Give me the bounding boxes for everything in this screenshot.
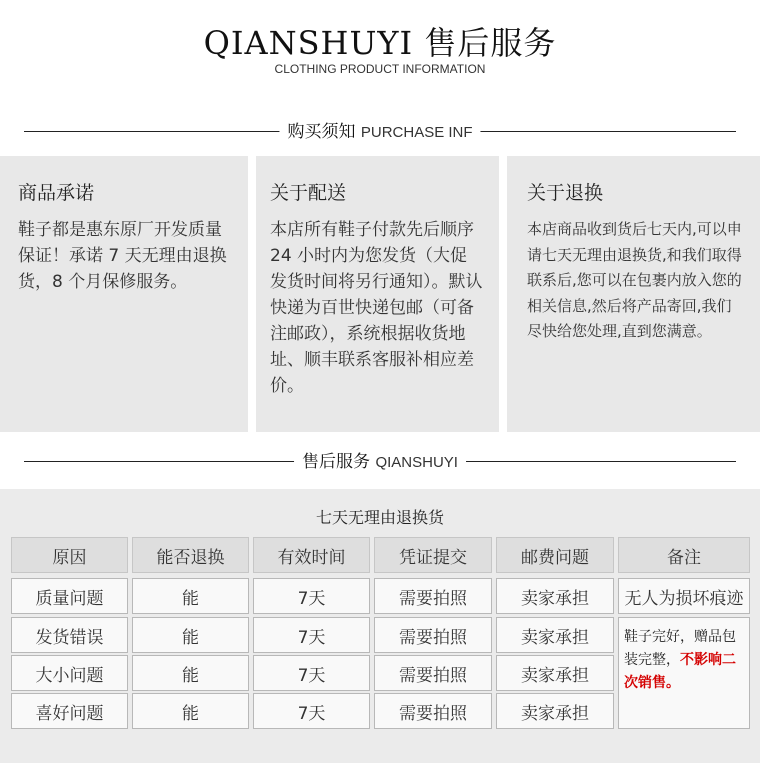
table-cell-reason: 质量问题 bbox=[11, 578, 128, 614]
table-cell-note: 无人为损坏痕迹 bbox=[618, 578, 750, 614]
card-title: 商品承诺 bbox=[18, 182, 95, 204]
table-cell: 能 bbox=[132, 578, 249, 614]
table-cell: 需要拍照 bbox=[374, 693, 492, 729]
note-text bbox=[624, 626, 745, 695]
table-cell: 能 bbox=[132, 693, 249, 729]
page-title: QIANSHUYI 售后服务 bbox=[203, 24, 557, 62]
table-cell: 卖家承担 bbox=[496, 655, 614, 691]
table-header-cell: 备注 bbox=[618, 537, 750, 573]
card-delivery bbox=[256, 156, 499, 432]
table-cell: 需要拍照 bbox=[374, 617, 492, 653]
section-divider-aftersales bbox=[24, 450, 736, 474]
table-header-cell: 原因 bbox=[11, 537, 128, 573]
table-header-cell: 凭证提交 bbox=[374, 537, 492, 573]
table-cell-merged-note bbox=[618, 617, 750, 729]
card-product-promise bbox=[0, 156, 248, 432]
card-returns bbox=[507, 156, 760, 432]
table-cell: 需要拍照 bbox=[374, 578, 492, 614]
card-title: 关于配送 bbox=[270, 182, 347, 204]
table-cell: 卖家承担 bbox=[496, 693, 614, 729]
table-header-cell: 能否退换 bbox=[132, 537, 249, 573]
table-cell-reason: 大小问题 bbox=[11, 655, 128, 691]
table-cell: 7天 bbox=[253, 617, 370, 653]
note-text-normal: 鞋子完好，赠品包装完整， bbox=[624, 629, 736, 668]
section-heading-purchase bbox=[279, 120, 480, 145]
table-header-cell: 有效时间 bbox=[253, 537, 370, 573]
card-title: 关于退换 bbox=[527, 182, 604, 204]
page-subtitle: CLOTHING PRODUCT INFORMATION bbox=[274, 62, 486, 76]
section-heading-aftersales bbox=[294, 450, 466, 475]
table-cell: 7天 bbox=[253, 655, 370, 691]
table-cell: 能 bbox=[132, 655, 249, 691]
card-text: 本店所有鞋子付款先后顺序 24 小时内为您发货（大促发货时间将另行通知）。默认快递为百世快递包邮（可备注邮政），系统根据收货地址、顺丰联系客服补相应差价。 bbox=[270, 220, 483, 396]
table-cell: 卖家承担 bbox=[496, 578, 614, 614]
table-title: 七天无理由退换货 bbox=[315, 508, 444, 527]
section-heading-cn: 购买须知 bbox=[287, 122, 356, 142]
section-divider-purchase bbox=[24, 120, 736, 144]
card-text: 鞋子都是惠东原厂开发质量保证！承诺 7 天无理由退换货，8 个月保修服务。 bbox=[18, 220, 227, 292]
table-cell: 卖家承担 bbox=[496, 617, 614, 653]
table-cell: 能 bbox=[132, 617, 249, 653]
section-heading-en: QIANSHUYI bbox=[375, 454, 458, 471]
section-heading-en: PURCHASE INF bbox=[360, 124, 473, 141]
card-text: 本店商品收到货后七天内,可以申请七天无理由退换货,和我们取得联系后,您可以在包裹内放入您的相关信息,然后将产品寄回,我们尽快给您处理,直到您满意。 bbox=[527, 220, 742, 340]
table-cell-reason: 喜好问题 bbox=[11, 693, 128, 729]
section-heading-cn: 售后服务 bbox=[302, 452, 371, 472]
table-header-cell: 邮费问题 bbox=[496, 537, 614, 573]
table-cell: 需要拍照 bbox=[374, 655, 492, 691]
table-cell: 7天 bbox=[253, 693, 370, 729]
table-cell-reason: 发货错误 bbox=[11, 617, 128, 653]
table-cell: 7天 bbox=[253, 578, 370, 614]
note-text-highlight: 不影响二次销售。 bbox=[624, 652, 736, 691]
